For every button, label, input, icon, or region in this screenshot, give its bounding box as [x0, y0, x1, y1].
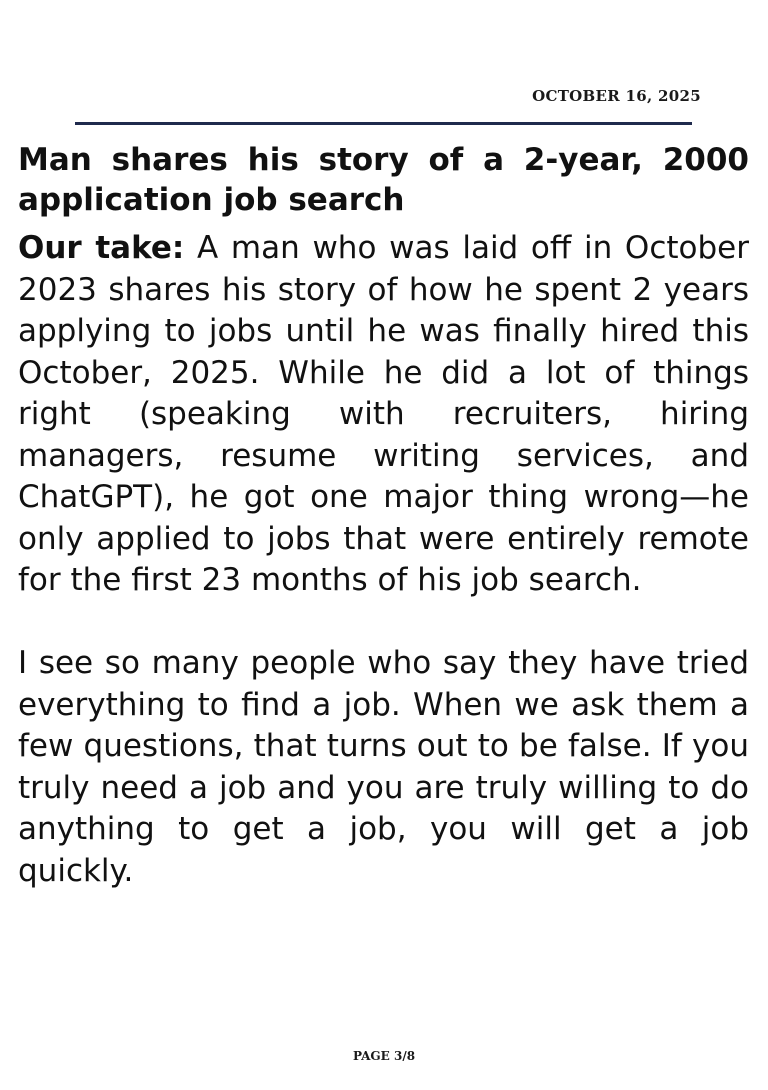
our-take-paragraph [18, 228, 749, 602]
second-paragraph: I see so many people who say they have tried everything to find a job. When we ask them a few questions, that turns out to be false. If you truly need a job and you are truly willing to do anything to get a job, you will get a job quickly. [18, 645, 749, 889]
header-divider [75, 122, 692, 125]
our-take-text: A man who was laid off in October 2023 shares his story of how he spent 2 years applying to jobs until he was finally hired this October, 2025. While he did a lot of things right (speaking with recruiters, hiring managers, resume writing services, and ChatGPT), he got one major thing wrong—he only applied to jobs that were entirely remote for the first 23 months of his job search. [18, 230, 749, 598]
paragraph-spacer [18, 602, 749, 644]
our-take-label: Our take: [18, 230, 185, 266]
article-headline: Man shares his story of a 2-year, 2000 application job search [18, 142, 749, 218]
issue-date: OCTOBER 16, 2025 [532, 87, 701, 105]
article [18, 140, 749, 892]
page-number: PAGE 3/8 [352, 1049, 416, 1063]
